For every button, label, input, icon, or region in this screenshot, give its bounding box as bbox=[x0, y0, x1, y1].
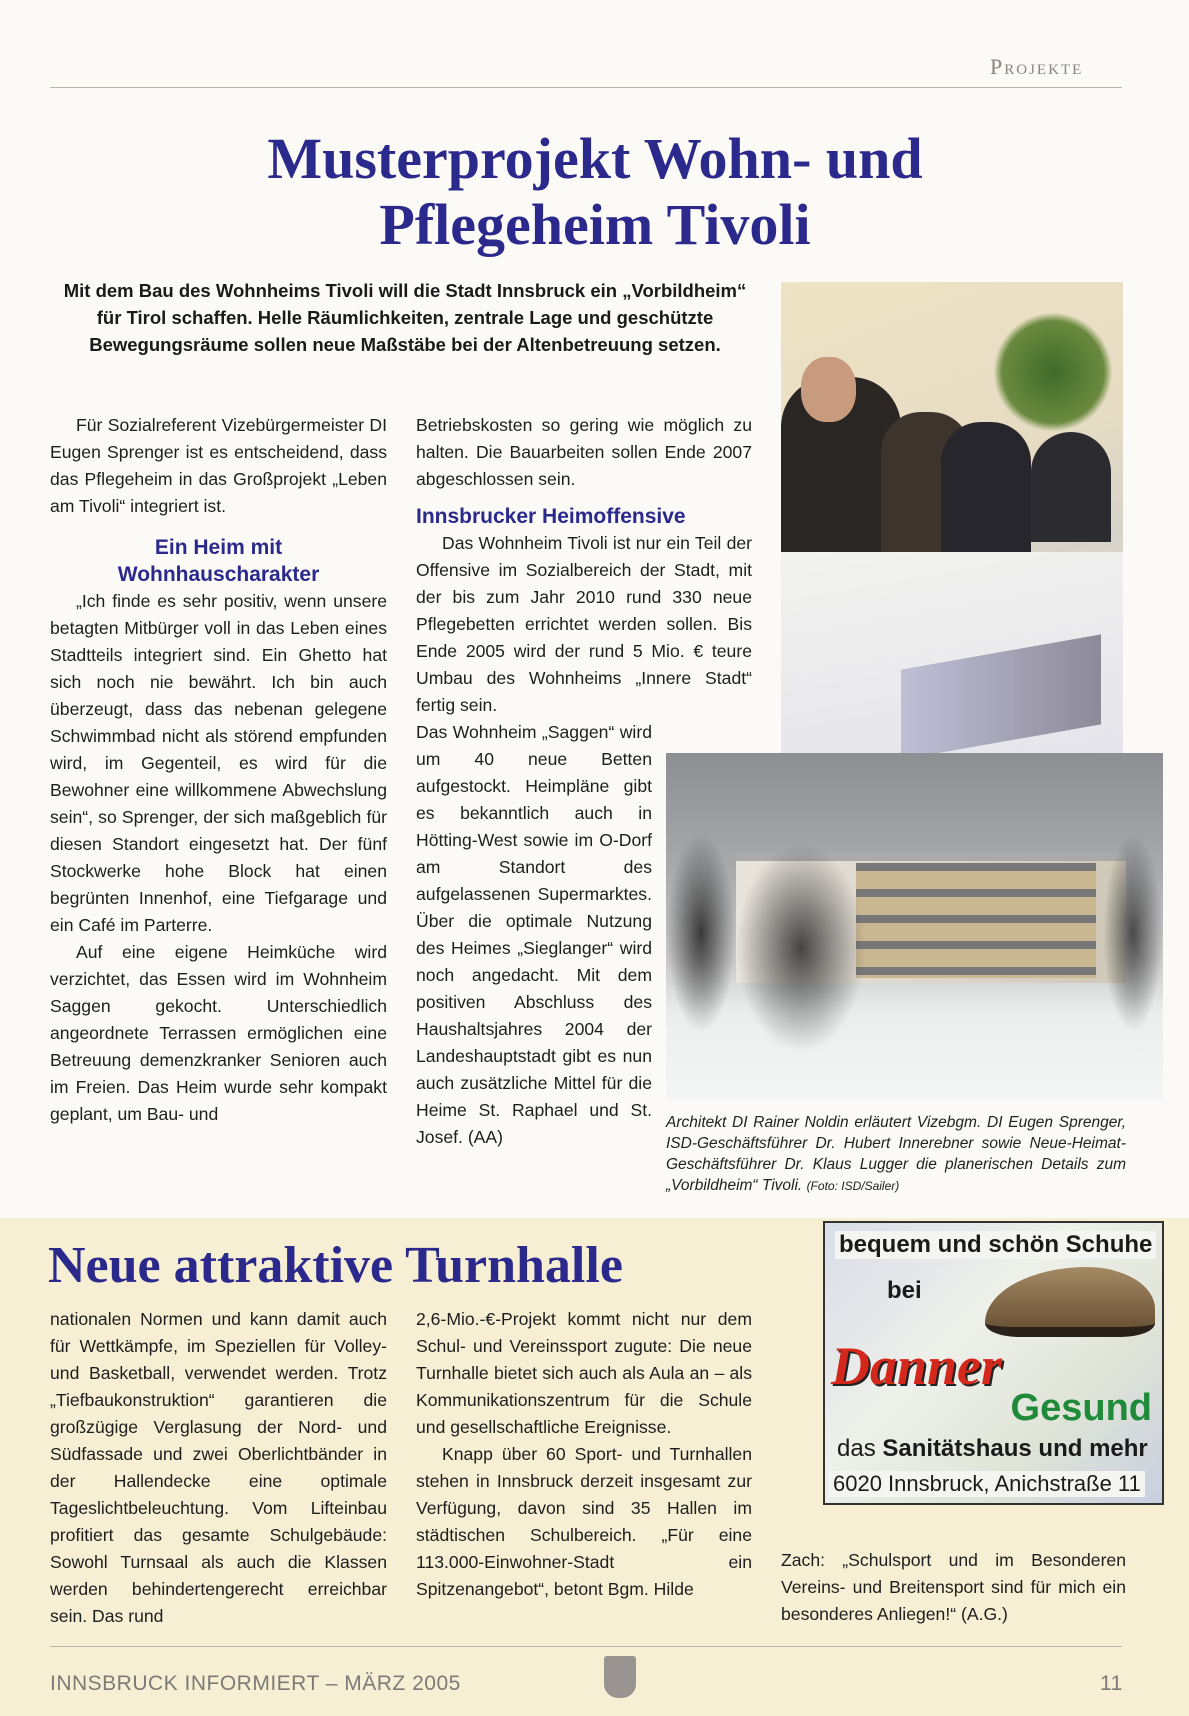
ad-subline-main: Sanitätshaus und mehr bbox=[882, 1435, 1148, 1462]
caption-text: Architekt DI Rainer Noldin erläutert Vizebgm. DI Eugen Sprenger, ISD-Geschäftsführer Dr. Hubert Innerebner sowie Neue-Heimat-Geschäftsführer Dr. Klaus Lugger die planerischen Details zum „Vorbildheim“ Tivoli. bbox=[666, 1114, 1126, 1194]
ad-address: 6020 Innsbruck, Anichstraße 11 bbox=[829, 1471, 1145, 1497]
paragraph: „Ich finde es sehr positiv, wenn unsere betagten Mitbürger voll in das Leben eines Stadtteils integriert sind. Ein Ghetto hat sich noch nie bewährt. Ich bin auch überzeugt, dass das nebenan gelegene Schwimmbad nicht als störend empfunden wird, im Gegenteil, es wird für die Bewohner eine willkommene Abwechslung sein“, so Sprenger, der sich maßgeblich für diesen Standort eingesetzt hat. Der fünf Stockwerke hohe Block hat einen begrünten Innenhof, eine Tiefgarage und ein Café im Parterre. bbox=[50, 591, 387, 935]
ad-subline-prefix: das bbox=[837, 1435, 883, 1462]
section-label: Projekte bbox=[990, 54, 1084, 79]
photo-caption bbox=[666, 1112, 1126, 1197]
subheading: Ein Heim mit Wohnhauscharakter bbox=[117, 536, 320, 586]
lead-paragraph: Mit dem Bau des Wohnheims Tivoli will die Stadt Innsbruck ein „Vorbildheim“ für Tirol schaffen. Helle Räumlichkeiten, zentrale Lage und geschützte Bewegungsräume sollen neue Maßstäbe bei der Altenbetreuung setzen. bbox=[63, 280, 747, 355]
paragraph: Das Wohnheim „Saggen“ wird um 40 neue Betten aufgestockt. Heimpläne gibt es bekanntlich auch in Hötting-West sowie im O-Dorf am Standort des aufgelassenen Supermarktes. Über die optimale Nutzung des Heimes „Sieglanger“ wird noch angedacht. Mit dem positiven Abschluss des Haushaltsjahres 2004 der Landeshauptstadt gibt es nun auch zusätzliche Mittel für die Heime St. Raphael und St. Josef. (AA) bbox=[416, 722, 652, 1147]
danner-advertisement bbox=[823, 1221, 1164, 1505]
innsbruck-coat-of-arms-icon bbox=[604, 1656, 636, 1698]
meeting-photo bbox=[781, 282, 1123, 777]
turnhalle-title: Neue attraktive Turnhalle bbox=[48, 1237, 623, 1294]
turnhalle-column-3 bbox=[781, 1547, 1126, 1628]
article-title bbox=[60, 126, 1130, 258]
ad-subline bbox=[837, 1435, 1148, 1463]
footer-page-number: 11 bbox=[1100, 1672, 1123, 1695]
footer-rule bbox=[50, 1646, 1122, 1647]
shoe-icon bbox=[985, 1267, 1155, 1337]
ad-tagline: bequem und schön Schuhe bbox=[835, 1231, 1156, 1259]
paragraph: nationalen Normen und kann damit auch für Wettkämpfe, im Speziellen für Volley- und Basketball, verwendet werden. Trotz „Tiefbaukonstruktion“ garantieren die großzügige Verglasung der Nord- und Südfassade und zwei Oberlichtbänder in der Hallendecke eine optimale Tageslichtbeleuchtung. Vom Lifteinbau profitiert das gesamte Schulgebäude: Sowohl Turnsaal als auch die Klassen werden behindertengerecht erreichbar sein. Das rund bbox=[50, 1309, 387, 1626]
ad-brand-danner: Danner bbox=[831, 1336, 1003, 1396]
paragraph: Betriebskosten so gering wie möglich zu halten. Die Bauarbeiten sollen Ende 2007 abgeschlossen sein. bbox=[416, 415, 752, 489]
turnhalle-column-1 bbox=[50, 1306, 387, 1630]
paragraph: Für Sozialreferent Vizebürgermeister DI Eugen Sprenger ist es entscheidend, dass das Pflegeheim in das Großprojekt „Leben am Tivoli“ integriert ist. bbox=[50, 415, 387, 516]
ad-brand-gesund: Gesund bbox=[1010, 1387, 1152, 1429]
ad-bei: bei bbox=[887, 1277, 922, 1304]
footer-publication: INNSBRUCK INFORMIERT – MÄRZ 2005 bbox=[50, 1672, 461, 1695]
paragraph: 2,6-Mio.-€-Projekt kommt nicht nur dem Schul- und Vereinssport zugute: Die neue Turnhalle bietet sich auch als Aula an – als Kommunikationszentrum für die Schule und gesellschaftliche Ereignisse. bbox=[416, 1309, 752, 1437]
paragraph: Auf eine eigene Heimküche wird verzichtet, das Essen wird im Wohnheim Saggen gekocht. Unterschiedlich angeordnete Terrassen ermöglichen eine Betreuung demenzkranker Senioren auch im Freien. Das Heim wurde sehr kompakt geplant, um Bau- und bbox=[50, 942, 387, 1124]
title-line-2: Pflegeheim Tivoli bbox=[379, 192, 811, 257]
building-rendering bbox=[666, 753, 1163, 1100]
paragraph: Das Wohnheim Tivoli ist nur ein Teil der Offensive im Sozialbereich der Stadt, mit der bis zum Jahr 2010 rund 330 neue Pflegebetten errichtet werden sollen. Bis Ende 2005 wird der rund 5 Mio. € teure Umbau des Wohnheims „Innere Stadt“ fertig sein. bbox=[416, 533, 752, 715]
photo-credit: (Foto: ISD/Sailer) bbox=[806, 1179, 900, 1193]
turnhalle-column-2 bbox=[416, 1306, 752, 1603]
subheading: Innsbrucker Heimoffensive bbox=[416, 505, 686, 528]
title-line-1: Musterprojekt Wohn- und bbox=[267, 126, 923, 191]
paragraph: Knapp über 60 Sport- und Turnhallen stehen in Innsbruck derzeit insgesamt zur Verfügung, davon sind 35 Hallen im städtischen Schulbereich. „Für eine 113.000-Einwohner-Stadt ein Spitzenangebot“, betont Bgm. Hilde bbox=[416, 1444, 752, 1599]
paragraph: Zach: „Schulsport und im Besonderen Vereins- und Breitensport sind für mich ein besonderes Anliegen!“ (A.G.) bbox=[781, 1550, 1126, 1624]
header-rule bbox=[50, 87, 1122, 88]
article-column-1 bbox=[50, 412, 387, 1128]
